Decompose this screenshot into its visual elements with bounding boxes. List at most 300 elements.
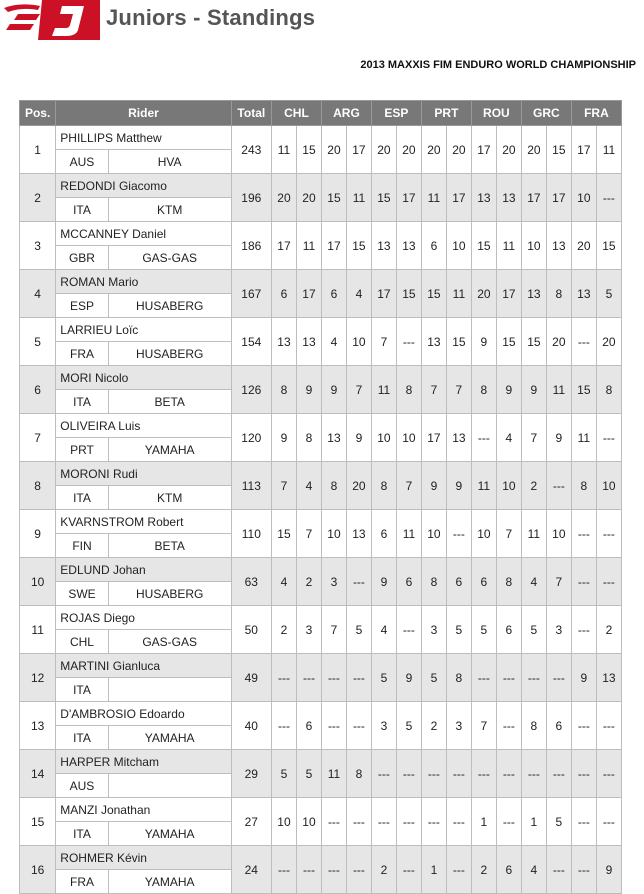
race-result: 15 — [296, 126, 321, 174]
rider-total: 29 — [231, 750, 271, 798]
rider-total: 63 — [231, 558, 271, 606]
race-result: --- — [596, 798, 621, 846]
race-result: 5 — [521, 606, 546, 654]
race-result: 9 — [396, 654, 421, 702]
race-result: 13 — [546, 222, 571, 270]
race-result: --- — [296, 654, 321, 702]
race-result: 10 — [371, 414, 396, 462]
race-result: 15 — [371, 174, 396, 222]
race-result: 17 — [296, 270, 321, 318]
race-result: 8 — [421, 558, 446, 606]
race-result: 15 — [571, 366, 596, 414]
rider-total: 27 — [231, 798, 271, 846]
rider-position: 16 — [20, 846, 56, 894]
race-result: 13 — [346, 510, 371, 558]
rider-team — [108, 774, 231, 798]
race-result: 15 — [271, 510, 296, 558]
rider-total: 120 — [231, 414, 271, 462]
race-result: 15 — [471, 222, 496, 270]
race-result: 6 — [546, 702, 571, 750]
race-result: 5 — [471, 606, 496, 654]
race-result: 2 — [421, 702, 446, 750]
rider-name: ROMAN Mario — [56, 270, 231, 294]
table-header-row — [20, 101, 622, 126]
rider-total: 110 — [231, 510, 271, 558]
race-result: --- — [346, 654, 371, 702]
race-result: 11 — [396, 510, 421, 558]
race-result: 9 — [496, 366, 521, 414]
rider-nation: SWE — [56, 582, 108, 606]
race-result: 8 — [321, 462, 346, 510]
race-result: --- — [396, 318, 421, 366]
rider-position: 6 — [20, 366, 56, 414]
rider-name: MORONI Rudi — [56, 462, 231, 486]
header-event: ESP — [371, 101, 421, 126]
header-total: Total — [231, 101, 271, 126]
race-result: 6 — [371, 510, 396, 558]
rider-name: ROHMER Kévin — [56, 846, 231, 870]
race-result: 17 — [471, 126, 496, 174]
race-result: --- — [596, 702, 621, 750]
race-result: 11 — [496, 222, 521, 270]
race-result: 5 — [296, 750, 321, 798]
race-result: --- — [271, 702, 296, 750]
race-result: 6 — [471, 558, 496, 606]
rider-position: 15 — [20, 798, 56, 846]
race-result: 9 — [371, 558, 396, 606]
race-result: 10 — [296, 798, 321, 846]
race-result: 9 — [596, 846, 621, 894]
race-result: 10 — [321, 510, 346, 558]
rider-name: REDONDI Giacomo — [56, 174, 231, 198]
header-event: FRA — [571, 101, 621, 126]
race-result: 11 — [546, 366, 571, 414]
race-result: 2 — [596, 606, 621, 654]
race-result: 15 — [421, 270, 446, 318]
race-result: 15 — [396, 270, 421, 318]
race-result: --- — [271, 846, 296, 894]
race-result: 3 — [321, 558, 346, 606]
race-result: 20 — [396, 126, 421, 174]
race-result: --- — [496, 702, 521, 750]
race-result: 7 — [521, 414, 546, 462]
rider-nation: ITA — [56, 678, 108, 702]
table-row — [20, 606, 622, 630]
rider-nation: ITA — [56, 726, 108, 750]
race-result: 11 — [271, 126, 296, 174]
race-result: 6 — [421, 222, 446, 270]
race-result: 13 — [371, 222, 396, 270]
race-result: 4 — [346, 270, 371, 318]
race-result: 13 — [421, 318, 446, 366]
rider-total: 113 — [231, 462, 271, 510]
race-result: 17 — [371, 270, 396, 318]
table-row — [20, 558, 622, 582]
rider-nation: ITA — [56, 486, 108, 510]
rider-name: MORI Nicolo — [56, 366, 231, 390]
table-row — [20, 702, 622, 726]
race-result: --- — [496, 654, 521, 702]
rider-nation: AUS — [56, 774, 108, 798]
rider-name: D'AMBROSIO Edoardo — [56, 702, 231, 726]
header-pos: Pos. — [20, 101, 56, 126]
race-result: 6 — [296, 702, 321, 750]
race-result: 13 — [571, 270, 596, 318]
rider-team — [108, 678, 231, 702]
rider-team: YAMAHA — [108, 726, 231, 750]
race-result: 7 — [471, 702, 496, 750]
race-result: 9 — [521, 366, 546, 414]
race-result: 2 — [521, 462, 546, 510]
race-result: --- — [396, 846, 421, 894]
rider-position: 5 — [20, 318, 56, 366]
rider-name: ROJAS Diego — [56, 606, 231, 630]
table-row — [20, 174, 622, 198]
race-result: 11 — [421, 174, 446, 222]
race-result: --- — [346, 798, 371, 846]
race-result: 10 — [521, 222, 546, 270]
race-result: --- — [571, 558, 596, 606]
race-result: 17 — [321, 222, 346, 270]
race-result: 17 — [521, 174, 546, 222]
race-result: --- — [546, 462, 571, 510]
rider-total: 24 — [231, 846, 271, 894]
race-result: 13 — [396, 222, 421, 270]
rider-name: PHILLIPS Matthew — [56, 126, 231, 150]
table-row — [20, 654, 622, 678]
race-result: 3 — [371, 702, 396, 750]
race-result: 4 — [521, 846, 546, 894]
race-result: 20 — [371, 126, 396, 174]
race-result: 7 — [546, 558, 571, 606]
race-result: --- — [496, 750, 521, 798]
race-result: 10 — [496, 462, 521, 510]
race-result: --- — [271, 654, 296, 702]
rider-nation: ITA — [56, 390, 108, 414]
race-result: 17 — [421, 414, 446, 462]
race-result: --- — [471, 750, 496, 798]
race-result: 17 — [571, 126, 596, 174]
race-result: 9 — [571, 654, 596, 702]
race-result: 1 — [471, 798, 496, 846]
rider-team: YAMAHA — [108, 438, 231, 462]
race-result: 8 — [496, 558, 521, 606]
race-result: 4 — [521, 558, 546, 606]
race-result: 3 — [296, 606, 321, 654]
race-result: 10 — [471, 510, 496, 558]
race-result: 11 — [471, 462, 496, 510]
race-result: 11 — [346, 174, 371, 222]
table-row — [20, 126, 622, 150]
rider-team: KTM — [108, 486, 231, 510]
rider-total: 126 — [231, 366, 271, 414]
rider-name: LARRIEU Loïc — [56, 318, 231, 342]
race-result: 8 — [346, 750, 371, 798]
rider-position: 10 — [20, 558, 56, 606]
race-result: 9 — [471, 318, 496, 366]
race-result: 15 — [596, 222, 621, 270]
race-result: 7 — [371, 318, 396, 366]
rider-nation: FIN — [56, 534, 108, 558]
championship-title: 2013 MAXXIS FIM ENDURO WORLD CHAMPIONSHIP — [360, 59, 636, 71]
race-result: --- — [596, 414, 621, 462]
rider-nation: FRA — [56, 342, 108, 366]
race-result: 4 — [371, 606, 396, 654]
race-result: 5 — [421, 654, 446, 702]
race-result: 15 — [496, 318, 521, 366]
race-result: --- — [571, 750, 596, 798]
rider-total: 154 — [231, 318, 271, 366]
race-result: 10 — [346, 318, 371, 366]
race-result: --- — [446, 750, 471, 798]
rider-position: 9 — [20, 510, 56, 558]
race-result: 9 — [421, 462, 446, 510]
standings-table — [19, 100, 622, 894]
rider-position: 11 — [20, 606, 56, 654]
race-result: 15 — [446, 318, 471, 366]
race-result: 5 — [371, 654, 396, 702]
race-result: 10 — [596, 462, 621, 510]
race-result: --- — [471, 654, 496, 702]
race-result: 5 — [596, 270, 621, 318]
race-result: 6 — [446, 558, 471, 606]
rider-name: MCCANNEY Daniel — [56, 222, 231, 246]
race-result: 8 — [296, 414, 321, 462]
rider-team: GAS-GAS — [108, 630, 231, 654]
rider-position: 2 — [20, 174, 56, 222]
race-result: --- — [521, 750, 546, 798]
race-result: --- — [571, 510, 596, 558]
race-result: 20 — [571, 222, 596, 270]
race-result: 5 — [546, 798, 571, 846]
race-result: 20 — [596, 318, 621, 366]
race-result: 8 — [571, 462, 596, 510]
race-result: 6 — [396, 558, 421, 606]
rider-position: 14 — [20, 750, 56, 798]
race-result: --- — [546, 750, 571, 798]
race-result: 4 — [271, 558, 296, 606]
race-result: 2 — [371, 846, 396, 894]
rider-name: MARTINI Gianluca — [56, 654, 231, 678]
rider-nation: AUS — [56, 150, 108, 174]
race-result: 7 — [496, 510, 521, 558]
race-result: 13 — [296, 318, 321, 366]
race-result: 13 — [321, 414, 346, 462]
race-result: --- — [571, 702, 596, 750]
race-result: --- — [371, 750, 396, 798]
race-result: 7 — [346, 366, 371, 414]
header-event: PRT — [421, 101, 471, 126]
race-result: 7 — [421, 366, 446, 414]
race-result: --- — [321, 702, 346, 750]
race-result: 13 — [271, 318, 296, 366]
race-result: --- — [596, 174, 621, 222]
race-result: 20 — [346, 462, 371, 510]
race-result: 9 — [321, 366, 346, 414]
rider-total: 49 — [231, 654, 271, 702]
race-result: --- — [571, 318, 596, 366]
rider-team: HUSABERG — [108, 294, 231, 318]
race-result: 20 — [296, 174, 321, 222]
rider-name: OLIVEIRA Luis — [56, 414, 231, 438]
race-result: 7 — [321, 606, 346, 654]
race-result: --- — [446, 846, 471, 894]
race-result: 3 — [546, 606, 571, 654]
race-result: 20 — [496, 126, 521, 174]
race-result: 8 — [446, 654, 471, 702]
table-row — [20, 750, 622, 774]
rider-team: BETA — [108, 390, 231, 414]
rider-nation: ITA — [56, 198, 108, 222]
rider-nation: GBR — [56, 246, 108, 270]
rider-position: 4 — [20, 270, 56, 318]
race-result: 10 — [271, 798, 296, 846]
table-row — [20, 366, 622, 390]
race-result: --- — [346, 846, 371, 894]
race-result: 13 — [521, 270, 546, 318]
race-result: --- — [571, 798, 596, 846]
race-result: 17 — [396, 174, 421, 222]
page-header — [0, 0, 644, 40]
race-result: 6 — [496, 846, 521, 894]
table-row — [20, 798, 622, 822]
table-row — [20, 510, 622, 534]
race-result: 4 — [496, 414, 521, 462]
race-result: --- — [321, 798, 346, 846]
table-row — [20, 270, 622, 294]
rider-total: 40 — [231, 702, 271, 750]
race-result: 10 — [396, 414, 421, 462]
rider-position: 7 — [20, 414, 56, 462]
rider-nation: CHL — [56, 630, 108, 654]
race-result: --- — [321, 846, 346, 894]
race-result: 7 — [296, 510, 321, 558]
table-row — [20, 318, 622, 342]
race-result: 1 — [421, 846, 446, 894]
race-result: 13 — [446, 414, 471, 462]
rider-position: 8 — [20, 462, 56, 510]
race-result: 15 — [521, 318, 546, 366]
fim-logo-icon — [0, 0, 100, 40]
race-result: 11 — [596, 126, 621, 174]
race-result: 15 — [346, 222, 371, 270]
race-result: 8 — [271, 366, 296, 414]
race-result: 17 — [346, 126, 371, 174]
race-result: 15 — [546, 126, 571, 174]
race-result: --- — [596, 510, 621, 558]
race-result: 20 — [446, 126, 471, 174]
race-result: --- — [596, 558, 621, 606]
race-result: 8 — [521, 702, 546, 750]
race-result: 9 — [296, 366, 321, 414]
rider-nation: FRA — [56, 870, 108, 894]
race-result: --- — [421, 750, 446, 798]
race-result: --- — [396, 750, 421, 798]
rider-team: YAMAHA — [108, 822, 231, 846]
rider-name: KVARNSTROM Robert — [56, 510, 231, 534]
race-result: 3 — [421, 606, 446, 654]
race-result: 9 — [271, 414, 296, 462]
race-result: 9 — [446, 462, 471, 510]
race-result: 20 — [321, 126, 346, 174]
header-rider: Rider — [56, 101, 231, 126]
rider-position: 1 — [20, 126, 56, 174]
page-title: Juniors - Standings — [106, 5, 316, 30]
race-result: --- — [471, 414, 496, 462]
race-result: --- — [396, 606, 421, 654]
race-result: 11 — [321, 750, 346, 798]
race-result: 11 — [446, 270, 471, 318]
race-result: 17 — [446, 174, 471, 222]
rider-position: 3 — [20, 222, 56, 270]
race-result: --- — [421, 798, 446, 846]
rider-team: KTM — [108, 198, 231, 222]
race-result: 8 — [396, 366, 421, 414]
header-event: CHL — [271, 101, 321, 126]
race-result: 11 — [571, 414, 596, 462]
race-result: --- — [296, 846, 321, 894]
rider-team: HUSABERG — [108, 342, 231, 366]
rider-team: HUSABERG — [108, 582, 231, 606]
table-row — [20, 462, 622, 486]
rider-position: 13 — [20, 702, 56, 750]
race-result: 13 — [471, 174, 496, 222]
rider-total: 186 — [231, 222, 271, 270]
race-result: --- — [396, 798, 421, 846]
rider-total: 243 — [231, 126, 271, 174]
race-result: --- — [446, 798, 471, 846]
race-result: --- — [571, 846, 596, 894]
race-result: 17 — [496, 270, 521, 318]
rider-nation: ESP — [56, 294, 108, 318]
race-result: 20 — [421, 126, 446, 174]
race-result: 11 — [296, 222, 321, 270]
header-event: GRC — [521, 101, 571, 126]
header-event: ROU — [471, 101, 521, 126]
race-result: 10 — [571, 174, 596, 222]
race-result: 8 — [546, 270, 571, 318]
race-result: 20 — [471, 270, 496, 318]
race-result: 9 — [346, 414, 371, 462]
table-row — [20, 846, 622, 870]
race-result: 5 — [271, 750, 296, 798]
race-result: 20 — [271, 174, 296, 222]
rider-nation: ITA — [56, 822, 108, 846]
rider-total: 196 — [231, 174, 271, 222]
race-result: 11 — [371, 366, 396, 414]
race-result: 8 — [596, 366, 621, 414]
race-result: --- — [596, 750, 621, 798]
race-result: --- — [371, 798, 396, 846]
race-result: 7 — [271, 462, 296, 510]
race-result: 10 — [421, 510, 446, 558]
race-result: --- — [546, 846, 571, 894]
race-result: 15 — [321, 174, 346, 222]
race-result: 1 — [521, 798, 546, 846]
race-result: 5 — [346, 606, 371, 654]
race-result: --- — [346, 702, 371, 750]
table-row — [20, 414, 622, 438]
race-result: 6 — [271, 270, 296, 318]
race-result: 13 — [596, 654, 621, 702]
race-result: --- — [346, 558, 371, 606]
race-result: 5 — [396, 702, 421, 750]
rider-team: HVA — [108, 150, 231, 174]
race-result: 20 — [521, 126, 546, 174]
race-result: 6 — [496, 606, 521, 654]
race-result: 2 — [471, 846, 496, 894]
header-event: ARG — [321, 101, 371, 126]
